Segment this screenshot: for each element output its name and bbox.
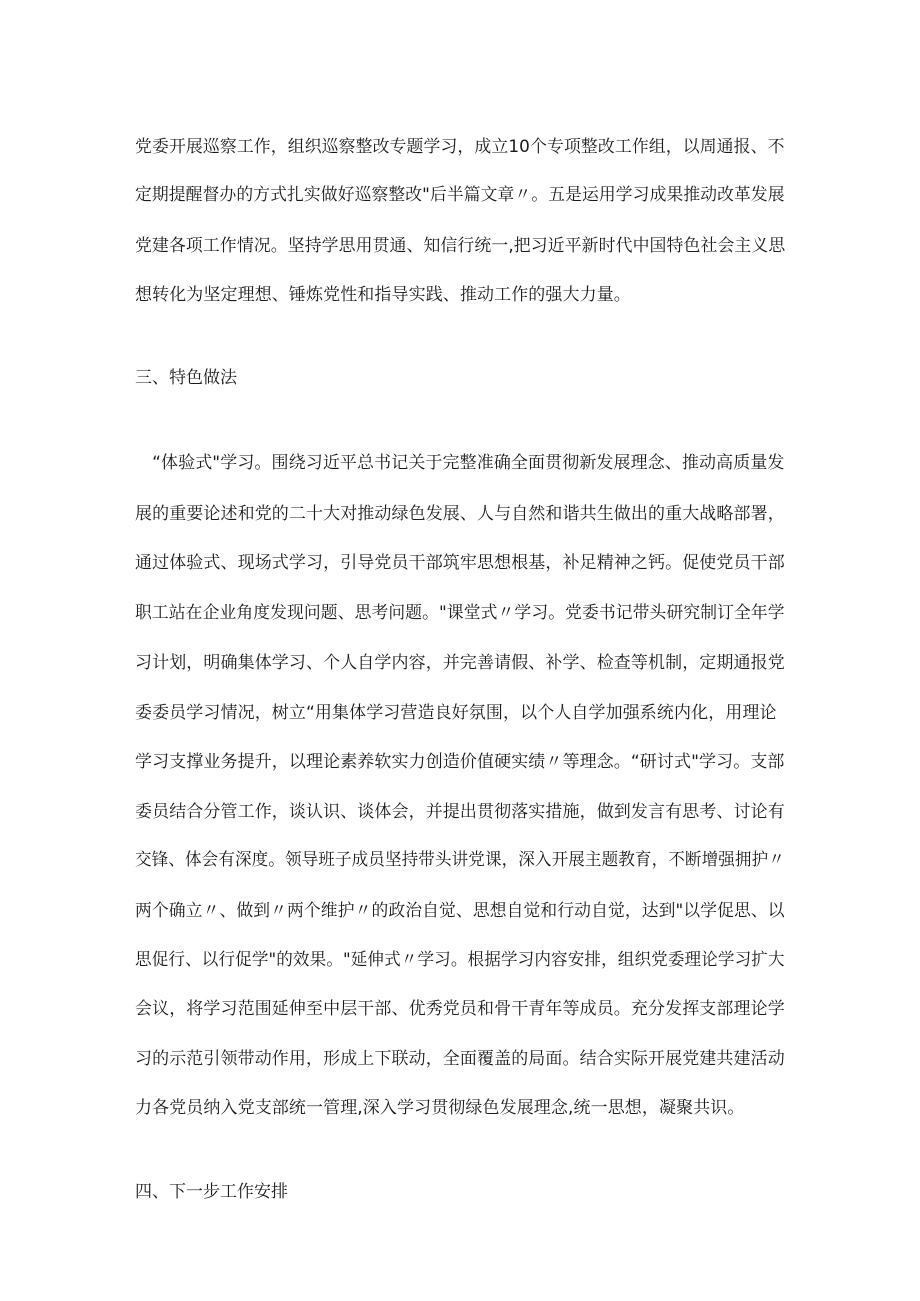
text-line: 学习支撑业务提升，以理论素养软实力创造价值硬实绩〃等理念。“研讨式"学习。支部 bbox=[135, 752, 785, 772]
text-line: 力各党员纳入党支部统一管理,深入学习贯彻绿色发展理念,统一思想，凝聚共识。 bbox=[135, 1098, 745, 1118]
text-line: 委员结合分管工作，谈认识、谈体会，并提出贯彻落实措施，做到发言有思考、讨论有 bbox=[135, 802, 785, 822]
text-line: 两个确立〃、做到〃两个维护〃的政治自觉、思想自觉和行动自觉，达到"以学促思、以 bbox=[135, 901, 785, 921]
text-line: 习的示范引领带动作用，形成上下联动，全面覆盖的局面。结合实际开展党建共建活动 bbox=[135, 1049, 785, 1069]
text-line: 思促行、以行促学"的效果。"延伸式〃学习。根据学习内容安排，组织党委理论学习扩大 bbox=[135, 950, 785, 970]
text-line: 定期提醒督办的方式扎实做好巡察整改"后半篇文章〃。五是运用学习成果推动改革发展 bbox=[135, 185, 785, 205]
text-line: 党建各项工作情况。坚持学思用贯通、知信行统一,把习近平新时代中国特色社会主义思 bbox=[135, 236, 786, 256]
text-line: “体验式"学习。围绕习近平总书记关于完整准确全面贯彻新发展理念、推动高质量发 bbox=[135, 453, 785, 473]
text-line: 习计划，明确集体学习、个人自学内容，并完善请假、补学、检查等机制，定期通报党 bbox=[135, 653, 785, 673]
text-line: 交锋、体会有深度。领导班子成员坚持带头讲党课，深入开展主题教育，不断增强拥护〃 bbox=[135, 850, 785, 870]
section-heading-4: 四、下一步工作安排 bbox=[135, 1182, 288, 1202]
text-line: 职工站在企业角度发现问题、思考问题。"课堂式〃学习。党委书记带头研究制订全年学 bbox=[135, 603, 785, 623]
text-line: 党委开展巡察工作，组织巡察整改专题学习，成立10个专项整改工作组，以周通报、不 bbox=[135, 137, 785, 157]
section-heading-3: 三、特色做法 bbox=[135, 368, 237, 388]
text-line: 想转化为坚定理想、锤炼党性和指导实践、推动工作的强大力量。 bbox=[135, 285, 631, 305]
text-line: 会议，将学习范围延伸至中层干部、优秀党员和骨干青年等成员。充分发挥支部理论学 bbox=[135, 999, 785, 1019]
text-line: 展的重要论述和党的二十大对推动绿色发展、人与自然和谐共生做出的重大战略部署， bbox=[135, 504, 785, 524]
text-line: 委委员学习情况，树立“用集体学习营造良好氛围，以个人自学加强系统内化，用理论 bbox=[135, 703, 777, 723]
text-line: 通过体验式、现场式学习，引导党员干部筑牢思想根基，补足精神之钙。促使党员干部 bbox=[135, 553, 785, 573]
